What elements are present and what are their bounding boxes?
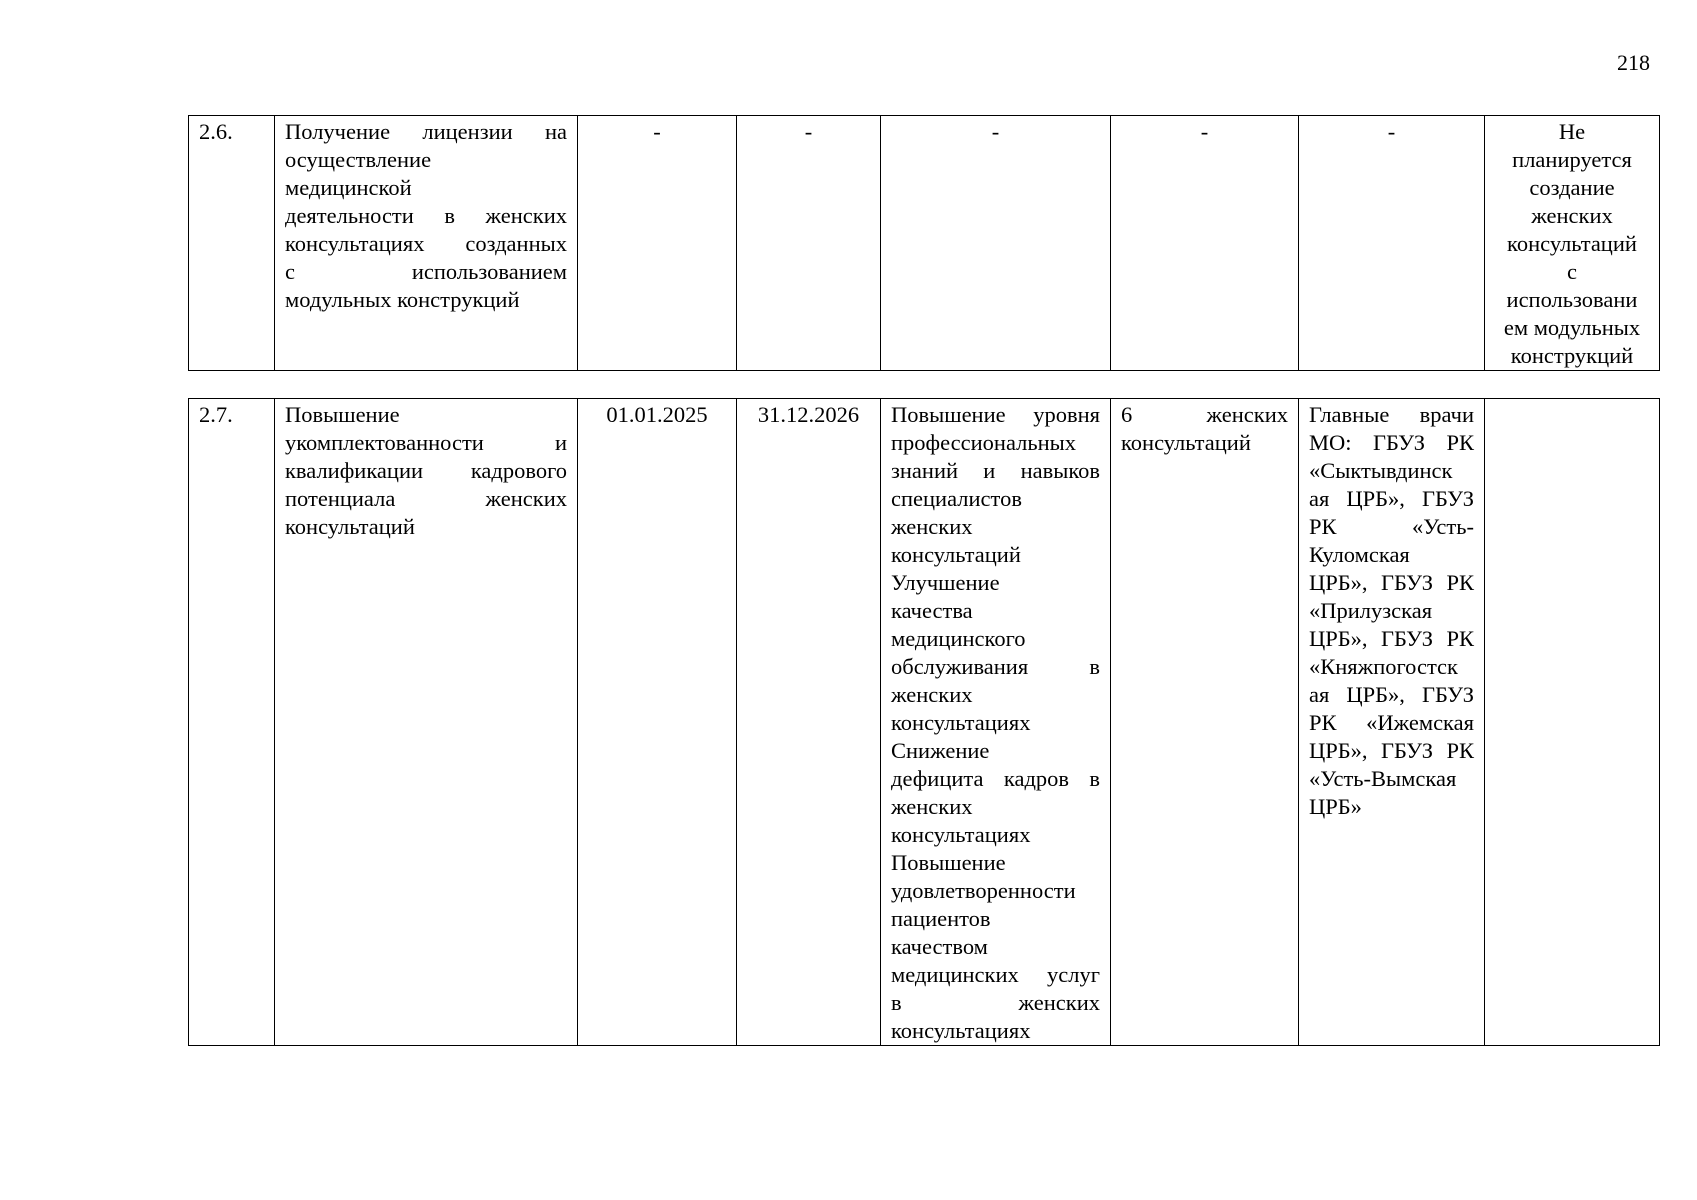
text-line: модульных конструкций [285, 287, 520, 312]
text-line: профессиональных [891, 430, 1077, 455]
text-line: «Княжпогостск [1309, 654, 1458, 679]
text-line: использовани [1506, 287, 1638, 312]
text-line: ая ЦРБ», ГБУЗ [1309, 486, 1474, 511]
indicator-cell: - [1111, 116, 1299, 371]
text-line: удовлетворенности [891, 878, 1076, 903]
end-date-cell: 31.12.2026 [737, 399, 881, 1046]
text-line: в женских [891, 990, 1100, 1015]
text-line: Куломская [1309, 542, 1410, 567]
text-line: осуществление [285, 147, 432, 172]
text-line: консультаций [891, 542, 1021, 567]
text-line: ЦРБ», ГБУЗ РК [1309, 738, 1474, 763]
text-line: ЦРБ» [1309, 794, 1362, 819]
text-line: Получение лицензии на [285, 119, 567, 144]
text-line: консультациях созданных [285, 231, 567, 256]
start-date-cell: 01.01.2025 [578, 399, 737, 1046]
text-line: планируется [1512, 147, 1632, 172]
responsible-cell [1299, 399, 1485, 1046]
text-line: женских [1531, 203, 1613, 228]
text-line: ЦРБ», ГБУЗ РК [1309, 570, 1474, 595]
text-line: квалификации кадрового [285, 458, 567, 483]
text-line: Повышение [285, 402, 400, 427]
text-line: медицинской [285, 175, 412, 200]
text-line: обслуживания в [891, 654, 1100, 679]
text-line: специалистов [891, 486, 1022, 511]
text-line: «Сыктывдинск [1309, 458, 1453, 483]
text-line: женских [891, 682, 973, 707]
text-line: Повышение [891, 850, 1006, 875]
text-line: деятельности в женских [285, 203, 567, 228]
text-line: консультациях [891, 822, 1031, 847]
end-date-cell: - [737, 116, 881, 371]
text-line: консультациях [891, 710, 1031, 735]
text-line: Главные врачи [1309, 402, 1474, 427]
text-line: пациентов [891, 906, 991, 931]
text-line: конструкций [1510, 343, 1634, 368]
row-number-cell: 2.7. [189, 399, 275, 1046]
text-line: ем модульных [1503, 315, 1641, 340]
text-line: МО: ГБУЗ РК [1309, 430, 1474, 455]
result-cell [881, 399, 1111, 1046]
note-cell [1485, 116, 1660, 371]
start-date-cell: - [578, 116, 737, 371]
text-line: 6 женских [1121, 402, 1288, 427]
text-line: качества [891, 598, 973, 623]
text-line: с использованием [285, 259, 567, 284]
table-row [188, 398, 1660, 1046]
text-line: «Прилузская [1309, 598, 1433, 623]
text-line: консультаций [285, 514, 415, 539]
text-line: РК «Ижемская [1309, 710, 1474, 735]
text-line: Улучшение [891, 570, 1000, 595]
event-name-cell [275, 116, 578, 371]
event-name-cell [275, 399, 578, 1046]
text-line: ая ЦРБ», ГБУЗ [1309, 682, 1474, 707]
text-line: консультаций [1121, 430, 1251, 455]
text-line: с [1567, 259, 1577, 284]
text-line: консультаций [1507, 231, 1637, 256]
text-line: укомплектованности и [285, 430, 567, 455]
text-line: качеством [891, 934, 988, 959]
text-line: Не [1558, 119, 1586, 144]
table-row [188, 115, 1660, 371]
text-line: ЦРБ», ГБУЗ РК [1309, 626, 1474, 651]
responsible-cell: - [1299, 116, 1485, 371]
text-line: женских [891, 514, 973, 539]
text-line: медицинского [891, 626, 1026, 651]
text-line: РК «Усть- [1309, 514, 1474, 539]
text-line: консультациях [891, 1018, 1031, 1043]
text-line: Повышение уровня [891, 402, 1100, 427]
text-line: Снижение [891, 738, 990, 763]
page-number: 218 [1617, 50, 1650, 75]
text-line: знаний и навыков [891, 458, 1100, 483]
indicator-cell [1111, 399, 1299, 1046]
text-line: «Усть-Вымская [1309, 766, 1457, 791]
row-number-cell: 2.6. [189, 116, 275, 371]
text-line: дефицита кадров в [891, 766, 1100, 791]
note-cell [1485, 399, 1660, 1046]
text-line: медицинских услуг [891, 962, 1100, 987]
text-line: потенциала женских [285, 486, 567, 511]
text-line: женских [891, 794, 973, 819]
result-cell: - [881, 116, 1111, 371]
text-line: создание [1529, 175, 1615, 200]
